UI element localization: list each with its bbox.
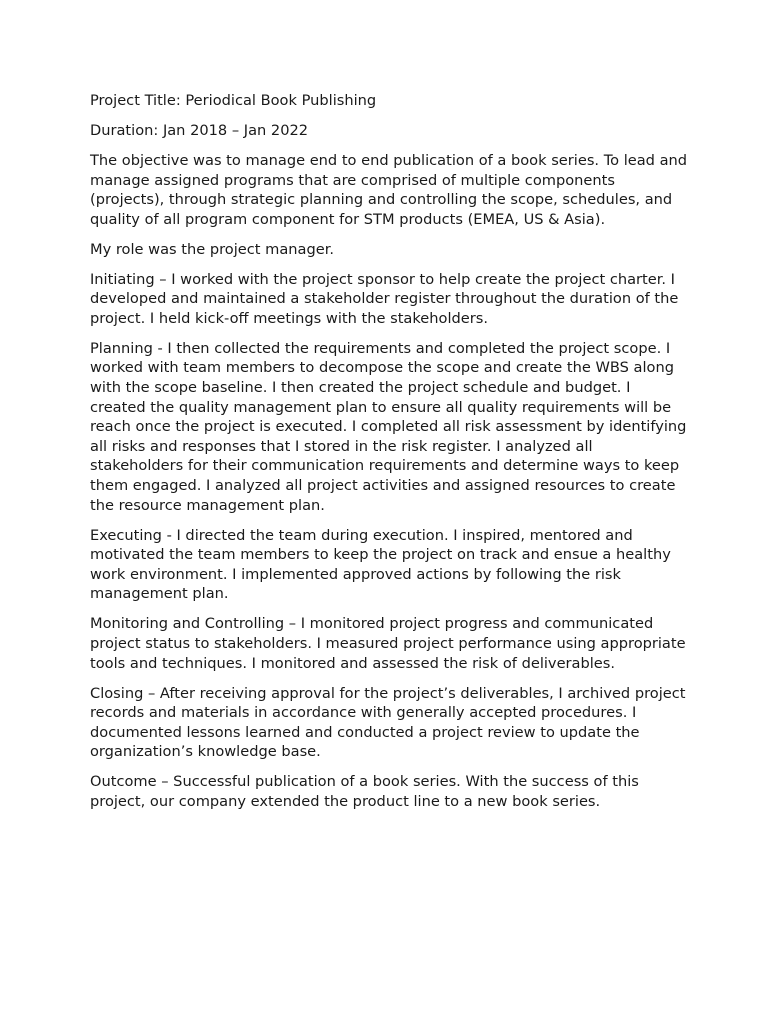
executing-paragraph: Executing - I directed the team during execution. I inspired, mentored and motivated the team members to keep the project on track and ensue a healthy work environment. I implemented approved actions by following the risk management plan.	[90, 526, 671, 603]
document-body	[90, 91, 690, 822]
monitoring-paragraph: Monitoring and Controlling – I monitored project progress and communicated project status to stakeholders. I measured project performance using appropriate tools and techniques. I monitored and assessed the risk of deliverables.	[90, 615, 686, 672]
objective-paragraph: The objective was to manage end to end publication of a book series. To lead and manage assigned programs that are comprised of multiple components (projects), through strategic planning and controlling the scope, schedules, and quality of all program component for STM products (EMEA, US & Asia).	[90, 151, 688, 228]
role-paragraph: My role was the project manager.	[90, 240, 335, 258]
closing-paragraph: Closing – After receiving approval for the project’s deliverables, I archived project records and materials in accordance with generally accepted procedures. I documented lessons learned and conducted a project review to update the organization’s knowledge base.	[90, 684, 686, 761]
duration: Duration: Jan 2018 – Jan 2022	[90, 121, 309, 139]
project-title: Project Title: Periodical Book Publishing	[90, 92, 377, 109]
planning-paragraph: Planning - I then collected the requirements and completed the project scope. I worked with team members to decompose the scope and create the WBS along with the scope baseline. I then created the project schedule and budget. I created the quality management plan to ensure all quality requirements will be reach once the project is executed. I completed all risk assessment by identifying all risks and responses that I stored in the risk register. I analyzed all stakeholders for their communication requirements and determine ways to keep them engaged. I analyzed all project activities and assigned resources to create the resource management plan.	[90, 339, 687, 514]
initiating-paragraph: Initiating – I worked with the project sponsor to help create the project charter. I developed and maintained a stakeholder register throughout the duration of the project. I held kick-off meetings with the stakeholders.	[90, 270, 679, 327]
outcome-paragraph: Outcome – Successful publication of a book series. With the success of this project, our company extended the product line to a new book series.	[90, 773, 639, 810]
